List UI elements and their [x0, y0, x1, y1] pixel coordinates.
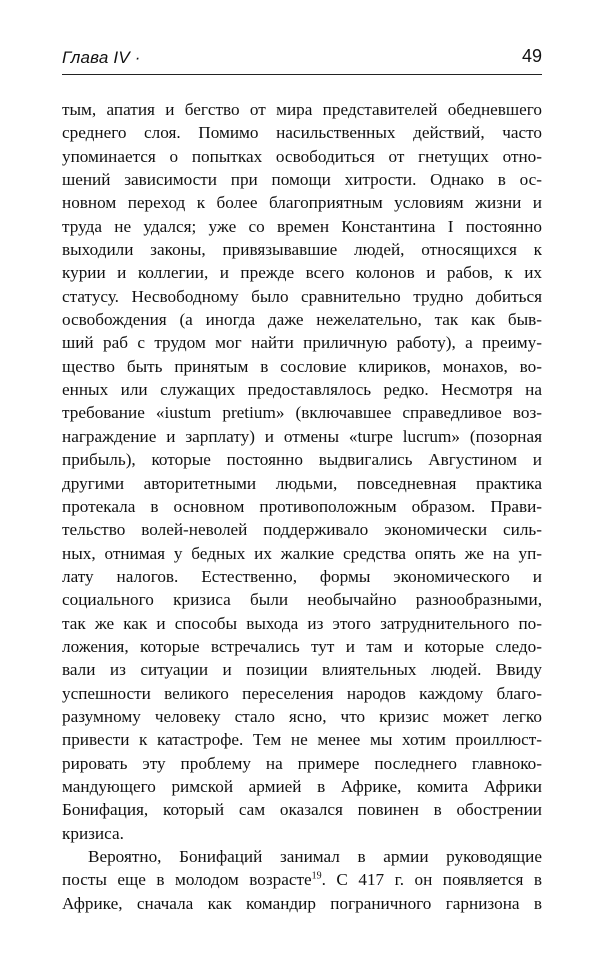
- paragraph-1: [62, 98, 542, 845]
- text-segment: . С 417 г. он появляется в: [321, 870, 542, 890]
- paragraph-2: [62, 845, 542, 915]
- text-line: успешности великого переселения народов каждому благо-: [62, 683, 542, 703]
- body-text: [62, 98, 542, 915]
- text-line: курии и коллегии, и прежде всего колонов и рабов, к их: [62, 263, 542, 283]
- footnote-reference[interactable]: 19: [311, 870, 322, 882]
- text-line: вали из ситуации и позиции влиятельных людей. Ввиду: [62, 660, 542, 680]
- text-line: енных или служащих предоставлялось редко. Несмотря на: [62, 380, 542, 400]
- text-line: другими авторитетными людьми, повседневная практика: [62, 473, 542, 493]
- text-line: Бонифация, который сам оказался повинен в обострении: [62, 800, 542, 820]
- text-line: среднего слоя. Помимо насильственных действий, часто: [62, 123, 542, 143]
- text-line: кризиса.: [62, 823, 124, 843]
- text-line: Вероятно, Бонифаций занимал в армии руководящие: [88, 847, 542, 866]
- text-line: социального кризиса были необычайно разнообразными,: [62, 590, 542, 610]
- text-line: щество быть принятым в сословие клириков, монахов, во-: [62, 356, 542, 376]
- text-line: награждение и зарплату) и отмены «turpe lucrum» (позорная: [62, 426, 542, 446]
- text-line: тельство волей-неволей поддерживало экономически силь-: [62, 520, 542, 540]
- text-line: ложения, которые встречались тут и там и которые следо-: [62, 636, 542, 656]
- page-number: 49: [521, 46, 542, 66]
- running-header: [62, 44, 542, 72]
- text-line: разумному человеку стало ясно, что кризис может легко: [62, 706, 542, 726]
- text-line: ший раб с трудом мог найти приличную работу), а преиму-: [62, 333, 542, 353]
- text-line: привести к катастрофе. Тем не менее мы хотим проиллюст-: [62, 730, 542, 750]
- header-rule: [62, 74, 542, 75]
- text-line: требование «iustum pretium» (включавшее справедливое воз-: [62, 403, 542, 423]
- text-line: выходили законы, привязывавшие людей, относящихся к: [62, 240, 542, 260]
- text-line: тым, апатия и бегство от мира представителей обедневшего: [62, 100, 542, 119]
- text-line: освобождения (а иногда даже нежелательно, так как быв-: [62, 310, 542, 330]
- text-line: шений зависимости при помощи хитрости. Однако в ос-: [62, 170, 542, 190]
- text-line: труда не удался; уже со времен Константина I постоянно: [62, 216, 542, 236]
- text-line: ных, отнимая у бедных их жалкие средства опять же на уп-: [62, 543, 542, 563]
- text-line: протекала в основном противоположным образом. Прави-: [62, 496, 542, 516]
- text-line: мандующего римской армией в Африке, комита Африки: [62, 776, 542, 796]
- text-line: так же как и способы выхода из этого затруднительного по-: [62, 613, 542, 633]
- text-line: новном переход к более благоприятным условиям жизни и: [62, 193, 542, 213]
- text-segment: посты еще в молодом возрасте: [62, 870, 312, 890]
- text-line: лату налогов. Естественно, формы экономического и: [62, 566, 542, 586]
- text-line: статусу. Несвободному было сравнительно трудно добиться: [62, 286, 542, 306]
- text-line: прибыль), которые постоянно выдвигались Августином и: [62, 450, 542, 470]
- text-line: упоминается о попытках освободиться от гнетущих отно-: [62, 146, 542, 166]
- chapter-title: Глава IV ·: [62, 48, 141, 67]
- text-line: Африке, сначала как командир пограничного гарнизона в: [62, 893, 542, 913]
- text-line: рировать эту проблему на примере последнего главноко-: [62, 753, 542, 773]
- text-line-with-footnote: [62, 868, 542, 891]
